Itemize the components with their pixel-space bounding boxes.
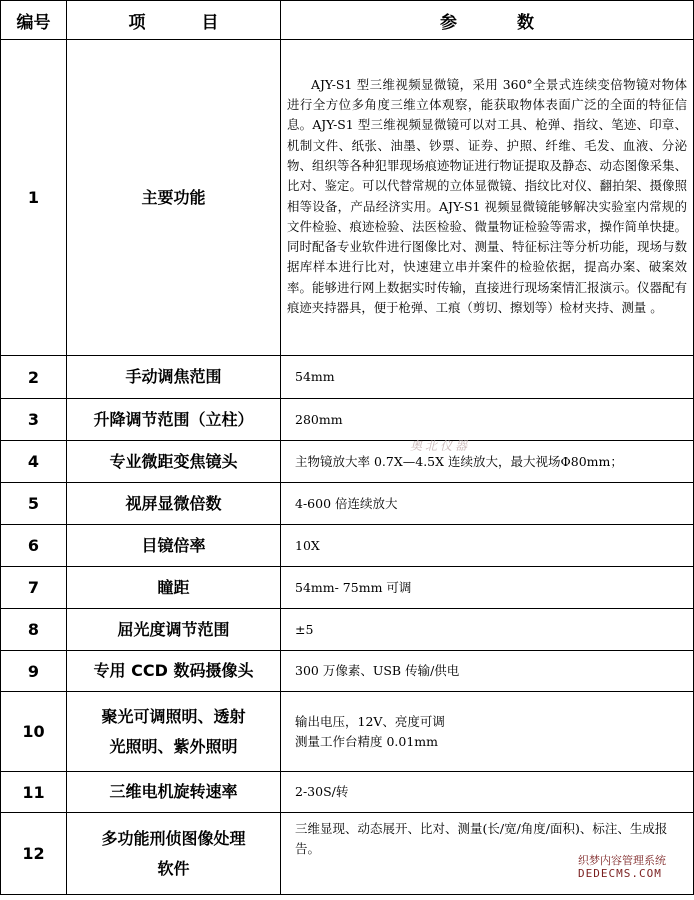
row-num: 7 bbox=[1, 567, 67, 609]
row-item: 专用 CCD 数码摄像头 bbox=[67, 651, 281, 692]
row-value: 54mm bbox=[281, 356, 694, 399]
row-value: 主物镜放大率 0.7X—4.5X 连续放大，最大视场Φ80mm； bbox=[281, 441, 694, 483]
row-item: 三维电机旋转速率 bbox=[67, 772, 281, 813]
row-item-line: 聚光可调照明、透射 bbox=[101, 706, 246, 726]
table-row bbox=[1, 651, 694, 692]
row-value: 54mm- 75mm 可调 bbox=[281, 567, 694, 609]
row-num: 6 bbox=[1, 525, 67, 567]
row-item: 瞳距 bbox=[67, 567, 281, 609]
row-value: 2-30S/转 bbox=[281, 772, 694, 813]
row-value: 300 万像素、USB 传输/供电 bbox=[281, 651, 694, 692]
header-row bbox=[1, 1, 694, 40]
row-item: 视屏显微倍数 bbox=[67, 483, 281, 525]
table-row bbox=[1, 40, 694, 356]
row-num: 9 bbox=[1, 651, 67, 692]
stamp-watermark: 奥北仪器 bbox=[410, 439, 471, 453]
row-num: 12 bbox=[1, 813, 67, 895]
table-row bbox=[1, 525, 694, 567]
table-row bbox=[1, 356, 694, 399]
row-item: 主要功能 bbox=[67, 40, 281, 356]
row-item bbox=[67, 692, 281, 772]
row-value-line: 测量工作台精度 0.01mm bbox=[295, 733, 439, 749]
table-row bbox=[1, 772, 694, 813]
row-num: 10 bbox=[1, 692, 67, 772]
header-num: 编号 bbox=[1, 1, 67, 40]
table-row bbox=[1, 609, 694, 651]
row-item-line: 软件 bbox=[157, 858, 190, 878]
table-row bbox=[1, 567, 694, 609]
row-item: 专业微距变焦镜头 bbox=[67, 441, 281, 483]
row-item: 手动调焦范围 bbox=[67, 356, 281, 399]
dedecms-watermark-title: 织梦内容管理系统 bbox=[578, 854, 666, 867]
table-row bbox=[1, 399, 694, 441]
row-num: 4 bbox=[1, 441, 67, 483]
row-value: ±5 bbox=[281, 609, 694, 651]
row-num: 8 bbox=[1, 609, 67, 651]
row-value: 4-600 倍连续放大 bbox=[281, 483, 694, 525]
header-param: 参数 bbox=[281, 1, 694, 40]
row-item: 升降调节范围（立柱） bbox=[67, 399, 281, 441]
row-num: 1 bbox=[1, 40, 67, 356]
row-item: 屈光度调节范围 bbox=[67, 609, 281, 651]
row-value: 三维显现、动态展开、比对、测量(长/宽/角度/面积)、标注、生成报告。 bbox=[281, 813, 694, 895]
row-item bbox=[67, 813, 281, 895]
header-item: 项目 bbox=[67, 1, 281, 40]
table-row bbox=[1, 692, 694, 772]
table-row bbox=[1, 441, 694, 483]
row-num: 3 bbox=[1, 399, 67, 441]
row-item-line: 光照明、紫外照明 bbox=[109, 736, 238, 756]
row-value-line: 输出电压，12V、亮度可调 bbox=[295, 713, 445, 729]
row-num: 2 bbox=[1, 356, 67, 399]
row-value bbox=[281, 692, 694, 772]
row-num: 11 bbox=[1, 772, 67, 813]
dedecms-watermark bbox=[578, 852, 688, 882]
dedecms-watermark-domain: DEDECMS.COM bbox=[578, 867, 662, 880]
row-value: 280mm bbox=[281, 399, 694, 441]
row-item: 目镜倍率 bbox=[67, 525, 281, 567]
row-value: AJY-S1 型三维视频显微镜，采用 360°全景式连续变倍物镜对物体进行全方位多角度三维立体观察，能获取物体表面广泛的全面的特征信息。AJY-S1 型三维视频显微镜可以对工具、枪弹、指纹、笔迹、印章、机制文件、纸张、油墨、钞票、证券、护照、纤维、毛发、血液、分泌物、组织等各种犯罪现场痕迹物证进行物证提取及静态、动态图像采集、比对、鉴定。可以代替常规的立体显微镜、指纹比对仪、翻拍架、摄像照相等设备，产品经济实用。AJY-S1 视频显微镜能够解决实验室内常规的文件检验、痕迹检验、法医检验、微量物证检验等需求，操作简单快捷。同时配备专业软件进行图像比对、测量、特征标注等分析功能，现场与数据库样本进行比对，快速建立串并案件的检验依据，提高办案、破案效率。能够进行网上数据实时传输，直接进行现场案情汇报演示。仪器配有痕迹夹持器具，便于枪弹、工痕（剪切、擦划等）检材夹持、测量 。 bbox=[281, 40, 694, 356]
row-item-line: 多功能刑侦图像处理 bbox=[101, 828, 246, 848]
row-num: 5 bbox=[1, 483, 67, 525]
table-row bbox=[1, 483, 694, 525]
row-value: 10X bbox=[281, 525, 694, 567]
